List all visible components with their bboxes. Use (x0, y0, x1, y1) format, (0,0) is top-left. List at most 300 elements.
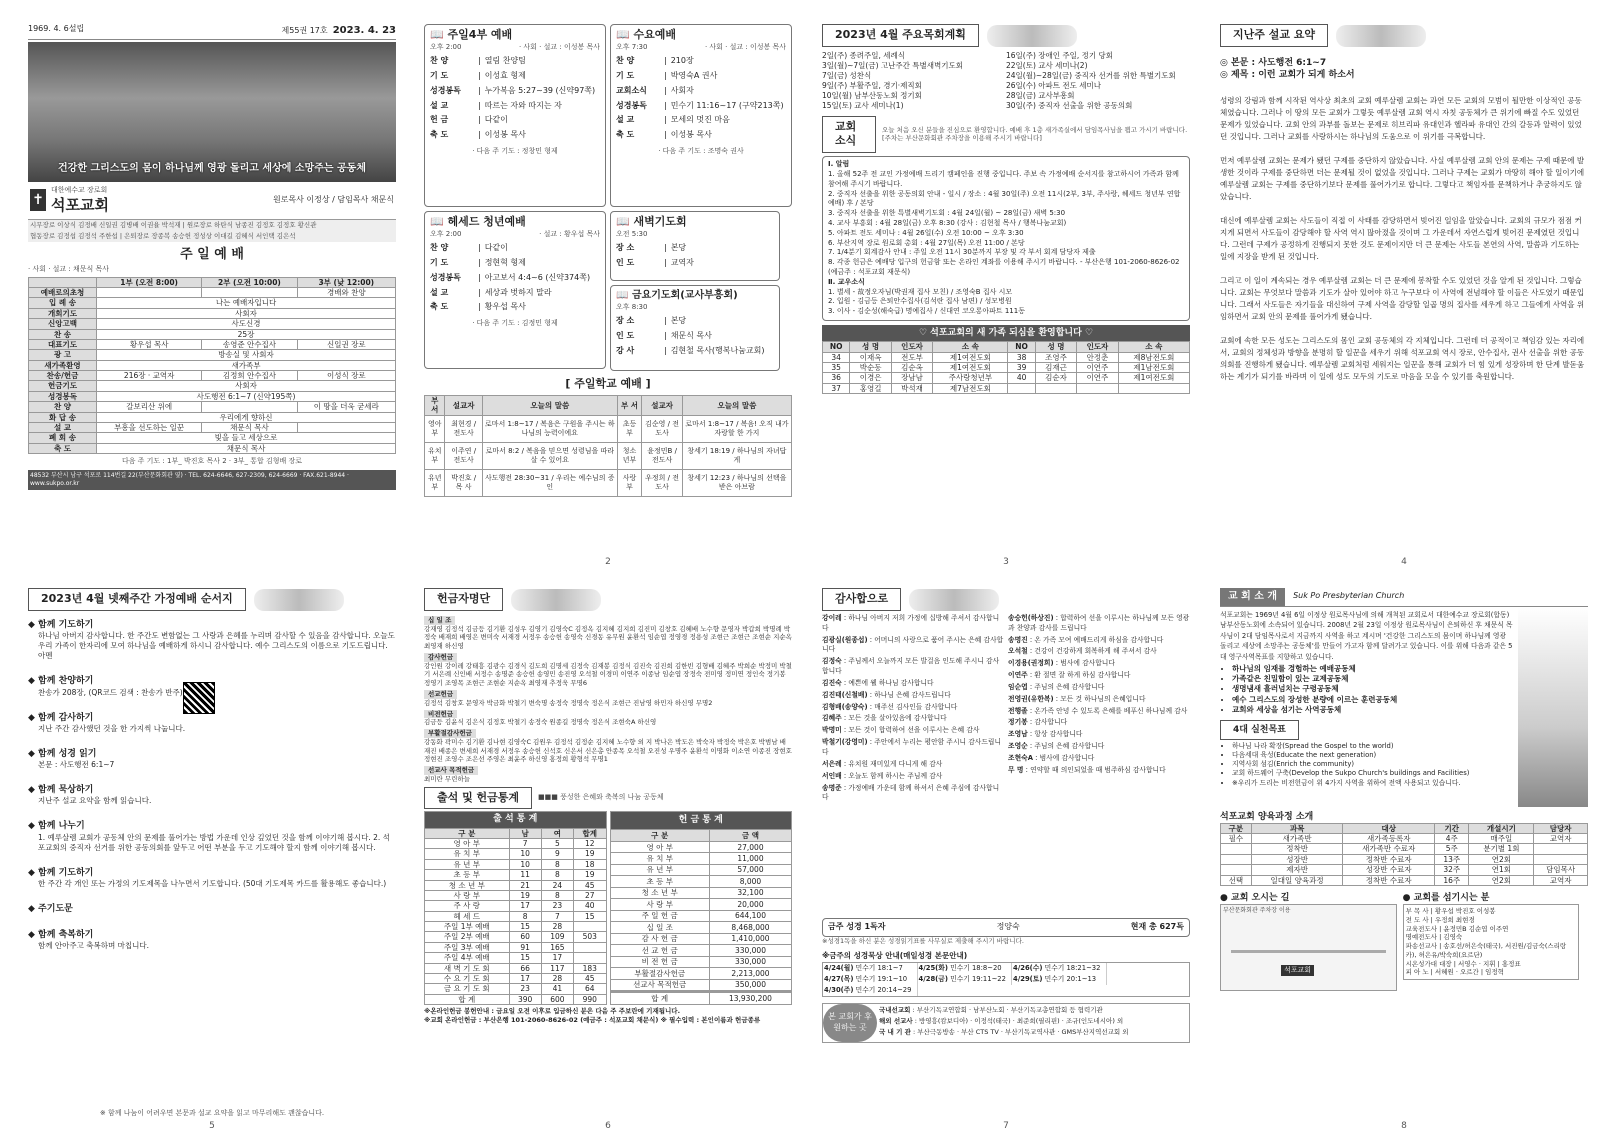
row-label: 축 도 (29, 443, 97, 453)
table-row (425, 859, 607, 869)
table-cell: 청소년부 (617, 442, 642, 469)
thanks-name: 오석철 (1008, 647, 1028, 656)
table-cell: 19 (509, 890, 541, 900)
step-heading: ◆ 함께 감사하기 (28, 712, 94, 723)
list-item: • 다음세대 육성(Educate the next generation) (1232, 751, 1514, 760)
list-item (918, 963, 1013, 974)
step-body: 본문 : 사도행전 6:1~7 (38, 760, 115, 770)
table-cell: 8,468,000 (709, 922, 791, 933)
thanks-text: 범사에 감사합니다 (1039, 753, 1095, 762)
table-row (610, 841, 792, 852)
page-2 (424, 24, 792, 572)
item-label: 설 교 (430, 100, 449, 110)
thanks-name: 박명미 (822, 726, 842, 735)
table-cell: 39 (1008, 362, 1035, 372)
list-item: 조현숙A : 범사에 감사합니다 (1008, 753, 1095, 762)
table-row (610, 968, 792, 979)
item-value: 다같이 (484, 243, 508, 253)
table-cell: 초등부 (617, 415, 642, 442)
thanks-text: 오늘도 함께 하시는 주님께 감사 (848, 771, 943, 780)
table-cell: 5주 (1435, 844, 1469, 854)
bible-icon: 📖 (616, 290, 629, 301)
page-number: 5 (209, 1120, 215, 1131)
table-cell (573, 942, 606, 952)
list-item: 기 도 | 이성효 형제 (430, 71, 526, 81)
thanks-name: 김진태(신철배) (822, 690, 868, 699)
bible-reader-box (822, 918, 1190, 937)
reading-passage: 민수기 18:8~20 (950, 963, 1002, 972)
table-cell: 25장 (97, 329, 396, 339)
table-row (425, 994, 607, 1004)
reading-passage: 민수기 19:1~10 (855, 974, 908, 983)
item-label: 기 도 (616, 71, 635, 81)
list-item: 대신에 예루살렘 교회는 사도들이 직접 이 사태를 감당하면서 빚어진 일임을 알았습니다. 교회의 규모가 점점 커지게 되면서 사도들이 감당해야 할 사역 역시 많아졌을 것이며 그 가운데서 자연스럽게 빚어진 문제였던 것입니다. 그런데 구제가 공정하게 진행되지 못한 것도 문제이지만 더 큰 문제는 사도들 본연의 사역, 말씀과 기도하는 일에 지장을 받게 된 것입니다. (1220, 216, 1582, 262)
thanks-name: 전영권(유한복) (1008, 694, 1054, 703)
row-label: 입 례 송 (29, 298, 97, 308)
list-item: 2. 입원 - 김금등 은퇴안수집사(김석란 집사 남편) / 성모병원 (828, 297, 1012, 306)
list-item: 축 도 | 황우섭 목사 (430, 302, 526, 312)
list-item (1012, 974, 1107, 985)
table-cell: 10 (509, 849, 541, 859)
table-row (29, 350, 396, 360)
staff-list: 협동장로 김정섭 김정석 주한섭 | 은퇴장로 장종복 송승헌 정성상 이대길 김혜식 서인택 김은석 (28, 231, 396, 242)
item-value: 다같이 (484, 115, 508, 125)
table-cell: 제1여전도회 (933, 362, 1008, 372)
table-cell (1118, 383, 1189, 393)
table-cell: 28 (541, 973, 573, 983)
friday-prayer-box (610, 285, 780, 371)
table-cell: 최현경 / 전도사 (445, 415, 482, 442)
table-row (425, 880, 607, 890)
page-3 (822, 24, 1190, 572)
list-item: 26일(수) 아파트 전도 세미나 (1006, 81, 1101, 91)
item-label: 설 교 (430, 287, 449, 297)
thanks-name: 국 내 기 관 (879, 1027, 911, 1036)
wednesday-service-box (610, 24, 792, 207)
stats-title: 출석 및 헌금통계 (424, 787, 532, 810)
list-item: 10일(월) 남부산동노회 정기회 (822, 91, 922, 101)
table-cell: 영 아 부 (425, 839, 510, 849)
table-cell: 15 (573, 911, 606, 921)
item-label: 찬 양 (616, 56, 635, 66)
table-cell: 연2회 (1469, 875, 1534, 885)
row-label: 화 답 송 (29, 412, 97, 422)
list-item: 교회에 속한 모든 성도는 그리스도의 몸인 교회 공동체의 각 지체입니다. 그런데 더 공적이고 책임감 있는 자리에서, 교회의 정체성과 방향을 분명히 할 일꾼을 세우기 위해 석포교회 역시 장로, 안수집사, 권사 선출을 위한 공동의회를 진행하게 됐습니다. 예루살렘 교회처럼 세워지는 일꾼을 통해 교회가 더 힘 있게 성장하며 한 단계 발돋움하는 계기가 되기를 바라며 이 일에 성도 모두의 기도로 마음을 모을 수 있기를 축원합니다. (1220, 336, 1585, 382)
table-cell: 17 (541, 953, 573, 963)
page-8 (1220, 588, 1588, 1136)
table-cell: 갈보리산 위에 (97, 402, 202, 412)
page-5 (28, 588, 396, 1136)
table-cell: 유년부 (425, 469, 445, 496)
thanks-text: 온가족 안녕 수 있도록 은혜를 베푸신 하나님께 감사 (1034, 706, 1188, 715)
list-item: 조영순 : 주님의 은혜 감사합니다 (1008, 742, 1105, 751)
table-cell: 216장 · 교역자 (97, 371, 202, 381)
step-heading: ◆ 함께 성경 읽기 (28, 748, 97, 759)
step-heading: ◆ 함께 축복하기 (28, 930, 94, 941)
column-header: 금 액 (709, 830, 791, 842)
table-cell: 매주일 (1469, 834, 1534, 844)
table-cell: 로마서 8:2 / 복음을 믿으면 성령님을 따라 살 수 있어요 (482, 442, 617, 469)
table-cell: 전도부 (891, 352, 932, 362)
list-item: 인 도 | 채문식 목사 (616, 330, 712, 340)
table-cell: 27,000 (709, 841, 791, 852)
list-item: 임순엽 : 주님의 은혜 감사합니다 (1008, 682, 1105, 691)
welcome-title: ♡ 석포교회의 새 가족 되심을 환영합니다 ♡ (822, 325, 1190, 341)
table-cell: 담임목사 (1534, 865, 1588, 875)
row-label: 예배로의초청 (29, 288, 97, 298)
table-cell: 600 (541, 994, 573, 1004)
item-value: 누가복음 5:27~39 (신약97쪽) (484, 85, 596, 95)
table-row (610, 933, 792, 944)
elders-list: 시무장로 이상식 김정배 신일권 김병배 이권율 박석재 | 원로장로 하탄식 남종진 김정호 김정호 황신관 (28, 220, 396, 231)
thanks-text: 연약할 때 의인되었을 때 범주하심 감사합니다 (1030, 765, 1166, 774)
table-cell: 60 (509, 932, 541, 942)
reading-date: 4/28(금) (918, 974, 948, 983)
reading-passage: 민수기 19:11~22 (950, 974, 1006, 983)
table-row (823, 373, 1190, 383)
thanks-text: 항상 감사합니다 (1034, 730, 1083, 739)
category-heading: 십 일 조 (424, 616, 455, 625)
thanks-text: 범사에 감사합니다 (1060, 659, 1115, 668)
table-cell (1077, 383, 1118, 393)
table-cell: 16주 (1435, 875, 1469, 885)
list-item: 부 목 사 | 황우섭 박진호 이성봉 (1405, 907, 1496, 916)
table-cell: 주 일 헌 금 (610, 910, 709, 921)
qr-code-icon[interactable] (183, 682, 215, 714)
item-label: 기 도 (430, 71, 449, 81)
table-row (29, 443, 396, 453)
list-item (28, 929, 396, 951)
table-cell: 빛을 들고 세상으로 (97, 433, 396, 443)
sunday-school-title: [ 주일학교 예배 ] (565, 377, 651, 390)
item-value: 210장 (670, 56, 694, 66)
row-label: 개회기도 (29, 308, 97, 318)
thanks-text: 어머니의 사랑으로 품어 주시는 은혜 감사합니다 (822, 635, 1004, 654)
table-cell: 11,000 (709, 853, 791, 864)
list-item: 이연주 : 환 절면 잘 하게 하심 감사합니다 (1008, 671, 1131, 680)
list-item: 장 소 | 본당 (616, 315, 687, 325)
thanks-name: 전행졸 (1008, 706, 1028, 715)
table-row (823, 383, 1190, 393)
reading-date: 4/27(목) (824, 974, 854, 983)
thanks-title: 감사합으로 (822, 588, 901, 611)
table-cell: 이 땅을 더욱 굳세라 (297, 402, 395, 412)
table-row (425, 911, 607, 921)
list-item: 성경봉독 | 아고보서 4:4~6 (신약374쪽) (430, 272, 591, 282)
founded-date: 1969. 4. 6설립 (28, 24, 85, 33)
thanks-name: 김정숙 (822, 657, 842, 666)
thanks-text: 환 절면 잘 하게 하심 감사합니다 (1034, 671, 1131, 680)
list-item: 9일(주) 부활주일, 경기·제직회 (822, 81, 922, 91)
row-label: 대표기도 (29, 339, 97, 349)
item-value: 교역자 (670, 258, 694, 268)
table-cell: 사도신경 (97, 319, 396, 329)
list-item: 서인배 : 오늘도 함께 하시는 주님께 감사 (822, 771, 943, 780)
table-row (610, 853, 792, 864)
table-cell: 비 전 헌 금 (610, 956, 709, 967)
table-cell: 창세기 12:23 / 하나님의 선택을 받은 아브람 (682, 469, 791, 496)
item-value: 황우섭 목사 (484, 302, 526, 312)
table-row (29, 308, 396, 318)
list-item: 28일(금) 교사부흥회 (1006, 91, 1075, 101)
thanks-text: 예쁜에 웰 하나님 감사합니다 (848, 678, 934, 687)
list-item (823, 974, 918, 985)
list-item: 성경봉독 | 누가복음 5:27~39 (신약97쪽) (430, 85, 596, 95)
table-cell: 새가족등록자 (1343, 834, 1435, 844)
step-body: 1. 예루살렘 교회가 공동체 안의 문제를 풀어가는 방법 가운데 인상 깊었던 것을 함께 이야기해 봅시다. 2. 석포교회의 중직자 선거를 위한 공동의회를 앞두고 어떤 부분을 두고 기도해야 할지 함께 이야기해 봅시다. (38, 832, 390, 852)
item-label: 설 교 (616, 115, 635, 125)
list-item: 김혜주 : 모든 것을 살아있음에 감사합니다 (822, 714, 947, 723)
column-header: NO (823, 342, 850, 352)
table-cell: 김정희 안수집사 (202, 371, 297, 381)
table-cell: 창세기 18:19 / 하나님의 자녀답게 (682, 442, 791, 469)
table-cell: 김재근 (1035, 362, 1076, 372)
list-item: 찬 양 | 210장 (616, 56, 694, 66)
table-cell: 교역자 (1534, 834, 1588, 844)
table-row (610, 979, 792, 990)
table-row (610, 993, 792, 1005)
flower-decoration (909, 589, 999, 611)
table-cell: 신일권 장로 (297, 339, 395, 349)
row-label: 찬 양 (29, 402, 97, 412)
item-label: 성경봉독 (430, 272, 461, 282)
list-item: • 생명냄새 흘러넘치는 구령공동체 (1232, 684, 1514, 694)
table-row (425, 415, 792, 442)
thanks-text: 모든 것이 합력하여 선을 이루시는 은혜 감사 (848, 726, 980, 735)
list-item: 정기봉 : 감사합니다 (1008, 718, 1068, 727)
church-intro: 석포교회는 1969년 4월 6일 이정상 원로목사님에 의해 개척된 교회로서 대한예수교 장로회(합동) 남부산동노회에 소속되어 있습니다. 2008년 2월 23일 이정상 원로목사님이 은퇴하신 후 채문식 목사님이 2대 담임목사로서 지금까지 사역을 하고 계시며 '건강한 그리스도의 몸이며 하나님께 영광 돌리고 세상에 소망주는 공동체'를 만들어 가고자 함께 달려가고 있습니다. 이를 위해 다음과 같은 5대 영구사역목표를 지향하고 있습니다. (1220, 610, 1513, 661)
attendance-header: 출 석 통 계 (425, 812, 607, 828)
sermon-title: ◎ 제목 : 이런 교회가 되게 하소서 (1220, 69, 1355, 80)
list-item: 전영권(유한복) : 모든 것 하나님의 은혜입니다 (1008, 694, 1146, 703)
list-item: • 예수 그리스도의 장성한 분량에 이르는 훈련공동체 (1232, 695, 1514, 705)
thanks-name: 송승헌(하상진) (1008, 613, 1054, 622)
table-cell: 영아부 (425, 415, 445, 442)
column-header: 성 명 (850, 342, 891, 352)
page-7 (822, 588, 1190, 1136)
youth-host: · 설교 : 황우섭 목사 (539, 229, 600, 238)
column-header: 설교자 (445, 395, 482, 415)
row-label: 찬송/헌금 (29, 371, 97, 381)
col-1: 1부 (오전 8:00) (97, 277, 202, 287)
table-row (29, 339, 396, 349)
list-item (1012, 963, 1107, 974)
column-header: 설교자 (642, 395, 682, 415)
list-item: 2일(주) 종려주일, 세례식 (822, 50, 905, 60)
category-names: 강인원 강이레 강태흥 김광수 김경식 김도희 김명세 김정숙 김재봉 김정식 김진숙 김진희 김한빈 김형배 김혜주 박희순 박정미 박철기 서은례 신인배 서정수 송명준 송승헌 송영민 송진영 오석철 이경미 이연주 이종남 임순엽 장정숙 전미영 정미연 정인숙 정기봉 정영기 조영목 조현근 조현순 지순옥 최영재 추정욱 무명6 (424, 661, 792, 688)
list-item: 오석철 : 건강이 건강하게 회복하게 해 주셔서 감사 (1008, 647, 1157, 656)
table-cell: 117 (541, 963, 573, 973)
table-row (610, 945, 792, 956)
column-header: 합계 (573, 828, 606, 838)
table-cell: 제1여전도회 (933, 352, 1008, 362)
table-row (610, 864, 792, 875)
table-cell: 금 요 기 도 회 (425, 984, 510, 994)
step-body: 지난주 설교 요약을 함께 읽습니다. (38, 796, 152, 806)
list-item: 국내선교회 : 부산기독교연합회 · 남부산노회 · 부산기독교총연합회 등 협력기관 (879, 1006, 1103, 1015)
list-item: 국 내 기 관 : 부산극동방송 · 부산 CTS TV · 부산기독교역사관 · GMS부산지역선교회 외 (879, 1027, 1129, 1036)
list-item: 김진숙 : 예쁜에 웰 하나님 감사합니다 (822, 678, 934, 687)
column-header: 오늘의 말씀 (482, 395, 617, 415)
bible-reader-names: 정양숙 (996, 921, 1020, 931)
item-label: 인 도 (616, 330, 635, 340)
table-cell: 방송실 및 사회자 (97, 350, 396, 360)
list-item: 축 도 | 이성봉 목사 (616, 130, 712, 140)
bible-icon: 📖 (616, 215, 630, 228)
dawn-prayer-box (610, 211, 780, 281)
table-row (425, 963, 607, 973)
table-cell: 유치부 (425, 442, 445, 469)
table-cell: 35 (823, 362, 850, 372)
list-item: • ※우리가 드리는 비전헌금이 위 4가지 사역을 위하여 전액 사용되고 있습니다. (1232, 779, 1514, 788)
table-cell: 청 소 년 부 (425, 880, 510, 890)
item-label: 성경봉독 (616, 100, 647, 110)
table-cell: 부흥을 선도하는 일꾼 (97, 422, 202, 432)
list-item: 헌 금 | 다같이 (430, 115, 508, 125)
column-header: 과목 (1251, 823, 1343, 833)
thanks-name: 조영남 (1008, 730, 1028, 739)
table-cell: 330,000 (709, 945, 791, 956)
thanks-name: 무 명 (1008, 765, 1024, 774)
table-row (610, 910, 792, 921)
column-header: 구 분 (425, 828, 510, 838)
list-item: 16일(주) 장애인 주일, 정기 당회 (1006, 50, 1114, 60)
thanks-text: 모든 것을 살아있음에 감사합니다 (848, 714, 947, 723)
list-item: 김광실(원종섭) : 어머니의 사랑으로 품어 주시는 은혜 감사합니다 (822, 635, 1004, 654)
table-cell (1534, 854, 1588, 864)
table-cell: 교역자 (1534, 875, 1588, 885)
table-cell: 45 (573, 973, 606, 983)
list-item: 먼저 예루살렘 교회는 문제가 됐던 구제를 중단하지 않았습니다. 사실 예루살렘 교회 안의 문제는 구제 때문에 발생한 것이라 구제를 중단하면 더는 문제될 것이 없었을 것입니다. 그러나 구제는 교회가 마땅히 해야 할 일이기에 예루살렘 교회는 구제를 중단하기보다 문제를 풀어가기로 합니다. 그렇다고 책임자를 문책하거나 추궁하지도 않았습니다. (1220, 156, 1585, 202)
column-header: 소 속 (1118, 342, 1189, 352)
table-cell (202, 402, 297, 412)
thanks-text: 하나님 은혜 감사드립니다 (874, 690, 951, 699)
list-item: 22일(토) 교사 세미나(2) (1006, 60, 1088, 70)
thanks-text: 건강이 건강하게 회복하게 해 주셔서 감사 (1034, 647, 1157, 656)
reading-passage: 민수기 20:14~29 (855, 985, 912, 994)
table-cell: 19 (573, 849, 606, 859)
table-cell: 청 소 년 부 (610, 887, 709, 898)
list-item: 장 소 | 본당 (616, 243, 687, 253)
list-item: 3일(월)~7일(금) 고난주간 특별새벽기도회 (822, 60, 963, 70)
table-row (29, 422, 396, 432)
table-cell: 김순옥 (891, 362, 932, 372)
table-row (610, 922, 792, 933)
table-cell: 990 (573, 994, 606, 1004)
table-cell: 11 (509, 870, 541, 880)
table-cell: 57,000 (709, 864, 791, 875)
item-value: 민수기 11:16~17 (구약213쪽) (670, 100, 784, 110)
table-cell: 18 (573, 859, 606, 869)
table-cell: 사 랑 부 (425, 890, 510, 900)
table-cell (1221, 844, 1252, 854)
thanks-text: 주님께서 오늘까지 모든 발걸음 인도해 주시니 감사합니다 (822, 657, 1000, 676)
table-cell: 32,100 (709, 887, 791, 898)
sunday-school-table (424, 395, 792, 497)
table-cell: 2,213,000 (709, 968, 791, 979)
map-road (1231, 950, 1386, 953)
list-item: 이경용(권정희) : 범사에 감사합니다 (1008, 659, 1115, 668)
cross-logo-icon: ✝ (30, 189, 46, 211)
thanks-text: 주님의 은혜 감사합니다 (1034, 742, 1105, 751)
table-cell: 장남남 (891, 373, 932, 383)
table-cell: 24 (541, 880, 573, 890)
page-number: 2 (605, 556, 611, 567)
item-label: 교회소식 (616, 85, 647, 95)
thanks-name: 국내선교회 (879, 1006, 911, 1015)
table-cell (297, 422, 395, 432)
page-4 (1220, 24, 1588, 572)
table-cell: 박석재 (891, 383, 932, 393)
table-cell: 정착반 수료자 (1343, 854, 1435, 864)
step-body: 지난 주간 감사했던 것을 한 가지씩 나눕니다. (38, 723, 186, 733)
table-cell: 이성식 장로 (297, 371, 395, 381)
table-cell: 송영준 안수집사 (202, 339, 297, 349)
list-item (28, 784, 396, 806)
thanks-text: 모든 것 하나님의 은혜입니다 (1060, 694, 1146, 703)
table-cell: 새 벽 기 도 회 (425, 963, 510, 973)
list-item: 5. 아파트 전도 세미나 : 4월 26일(수) 오전 10:00 ~ 오후 3:30 (828, 228, 1024, 237)
step-heading: ◆ 함께 찬양하기 (28, 676, 94, 687)
table-cell: 330,000 (709, 956, 791, 967)
item-value: 따르는 자와 따지는 자 (484, 100, 562, 110)
thanks-name: 이경용(권정희) (1008, 659, 1054, 668)
wed-next-prayer: · 다음 주 기도 : 조명숙 권사 (658, 147, 744, 156)
table-cell: 32주 (1435, 865, 1469, 875)
congregation-photo (28, 42, 396, 182)
thanks-text: 부산기독교연합회 · 남부산노회 · 부산기독교총연합회 등 협력기관 (916, 1006, 1103, 1015)
table-cell: 12 (573, 839, 606, 849)
table-cell: 36 (823, 373, 850, 383)
table-cell: 이주연 / 전도사 (445, 442, 482, 469)
item-label: 찬 양 (430, 56, 449, 66)
list-item: • 지역사회 섬김(Enrich the community) (1232, 760, 1514, 769)
list-item: 설 교 | 모세의 멋진 마음 (616, 115, 730, 125)
table-row (1221, 854, 1588, 864)
list-item: 7일(금) 성찬식 (822, 71, 872, 81)
step-heading: ◆ 주기도문 (28, 904, 73, 915)
step-body: 함께 안아주고 축복하며 마칩니다. (38, 941, 149, 951)
table-row (1221, 865, 1588, 875)
table-cell: 합 계 (425, 994, 510, 1004)
column-header: 남 (509, 828, 541, 838)
table-cell: 이재옥 (850, 352, 891, 362)
table-row (610, 956, 792, 967)
list-item: 그리고 이 일이 계속되는 경우 예루살렘 교회는 더 큰 문제에 봉착할 수도 있었던 것을 알게 된 것입니다. 그렇습니다. 교회는 무엇보다 말씀과 기도가 살아 있어야 하고 누구보다 이 사역에 전념해야 할 이들은 사도였기 때문입니다. 그래서 사도들은 자기들을 대신하여 구제 사역을 감당할 일곱 명의 집사를 세우게 하고 그들에게 사역을 위임하면서 교회 안의 문제를 풀어가게 됐습니다. (1220, 276, 1585, 322)
sunday4-service-box (424, 24, 606, 207)
item-value: 정현혁 형제 (484, 258, 526, 268)
table-row (425, 901, 607, 911)
table-cell: 4주 (1435, 834, 1469, 844)
list-item: 교육전도사 | 윤정민B 김순엽 이주연 (1405, 924, 1509, 933)
table-cell: 주일 3부 예배 (425, 942, 510, 952)
page-number: 6 (605, 1120, 611, 1131)
list-item: 7. 1/4분기 회계감사 안내 : 주일 오전 11시 30분까지 부장 및 각 부서 회계 담당자 제출 (828, 248, 1096, 257)
thanks-name: 조영순 (1008, 742, 1028, 751)
table-cell: 우리에게 향하신 (97, 412, 396, 422)
flower-decoration (1336, 25, 1426, 47)
servers-title: 교회를 섬기시는 분 (1413, 892, 1490, 903)
map-note: 부산문화회관 주차장 이용 (1223, 907, 1291, 915)
table-cell: 성장반 수료자 (1343, 865, 1435, 875)
table-cell: 김순자 (1035, 373, 1076, 383)
thanks-text: 가정예배 가운데 함께 하셔서 은혜 주심에 감사합니다 (822, 783, 1000, 802)
list-item: 무 명 : 연약할 때 의인되었을 때 범주하심 감사합니다 (1008, 765, 1166, 774)
youth-next-prayer: · 다음 주 기도 : 김정민 형제 (472, 319, 558, 328)
list-item: 3. 이사 - 김순성(해숙급) 명예집사 / 신대연 코오롱아파트 111동 (828, 307, 1025, 316)
row-label: 헌금기도 (29, 381, 97, 391)
table-cell (573, 922, 606, 932)
